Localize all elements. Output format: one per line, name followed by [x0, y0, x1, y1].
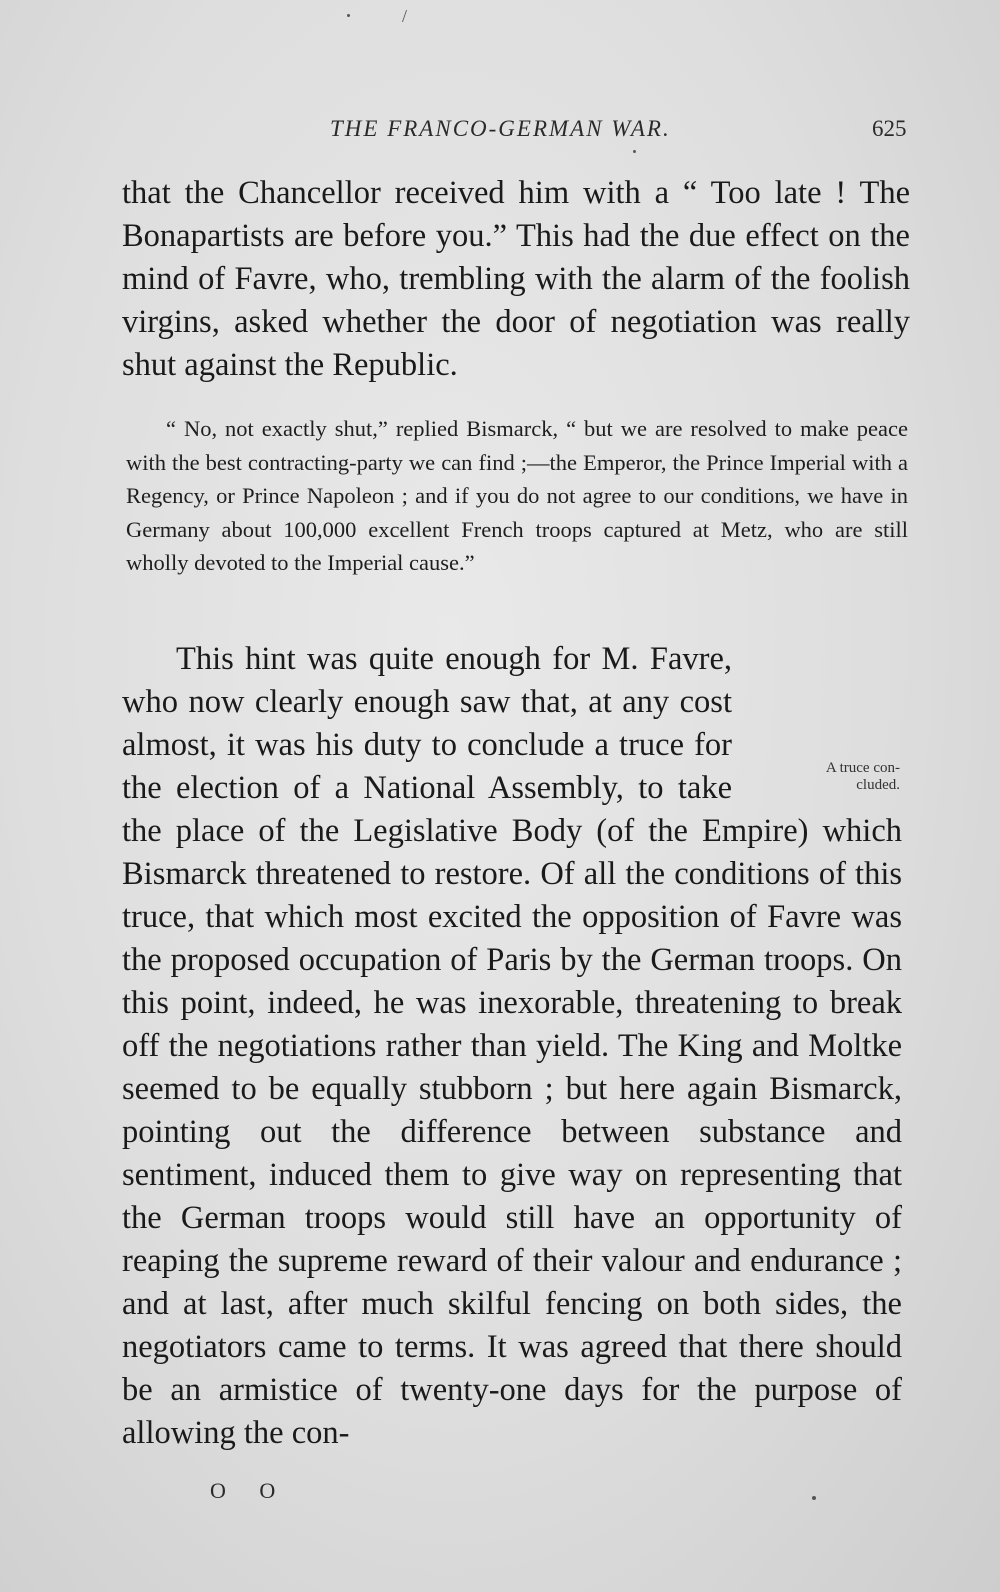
- block-quote: “ No, not exactly shut,” replied Bismarck, “ but we are resolved to make peace with the best contracting-party we can find ;—the Emperor, the Prince Imperial with a Regency, or Prince Napoleon ; and if you do not agree to our conditions, we have in Germany about 100,000 excellent French troops captured at Metz, who are still wholly devoted to the Imperial cause.”: [126, 416, 908, 575]
- paragraph-1: that the Chancellor received him with a “ Too late ! The Bonapartists are before you.” This had the due effect on the mind of Favre, who, trembling with the alarm of the foolish virgins, asked whether the door of negotiation was really shut against the Republic.: [122, 175, 910, 383]
- marginal-note: A truce con- cluded.: [825, 760, 900, 793]
- paragraph-2-text: This hint was quite enough for M. Favre, who now clearly enough saw that, at any cost almost, it was his duty to conclude a truce for the election of a National Assembly, to take the place of the Legislative Body (of the Empire) which Bismarck threatened to restore. Of all the conditions of this truce, that which most excited the opposition of Favre was the proposed occupation of Paris by the German troops. On this point, indeed, he was inexorable, threatening to break off the negotiations rather than yield. The King and Moltke seemed to be equally stubborn ; but here again Bismarck, pointing out the difference between substance and sentiment, induced them to give way on representing that the German troops would still have an opportunity of reaping the supreme reward of their valour and endurance ; and at last, after much skilful fencing on both sides, the negotiators came to terms. It was agreed that there should be an armistice of twenty-one days for the purpose of allowing the con-: [122, 641, 902, 1451]
- speck: [347, 14, 350, 17]
- speck: [633, 150, 636, 153]
- speck: [812, 1496, 816, 1500]
- top-stray-mark: /: [402, 6, 408, 26]
- running-title: THE FRANCO-GERMAN WAR.: [330, 116, 671, 141]
- running-head: [0, 116, 1000, 146]
- page-number: 625: [872, 116, 907, 141]
- signature-mark: O O: [210, 1478, 290, 1503]
